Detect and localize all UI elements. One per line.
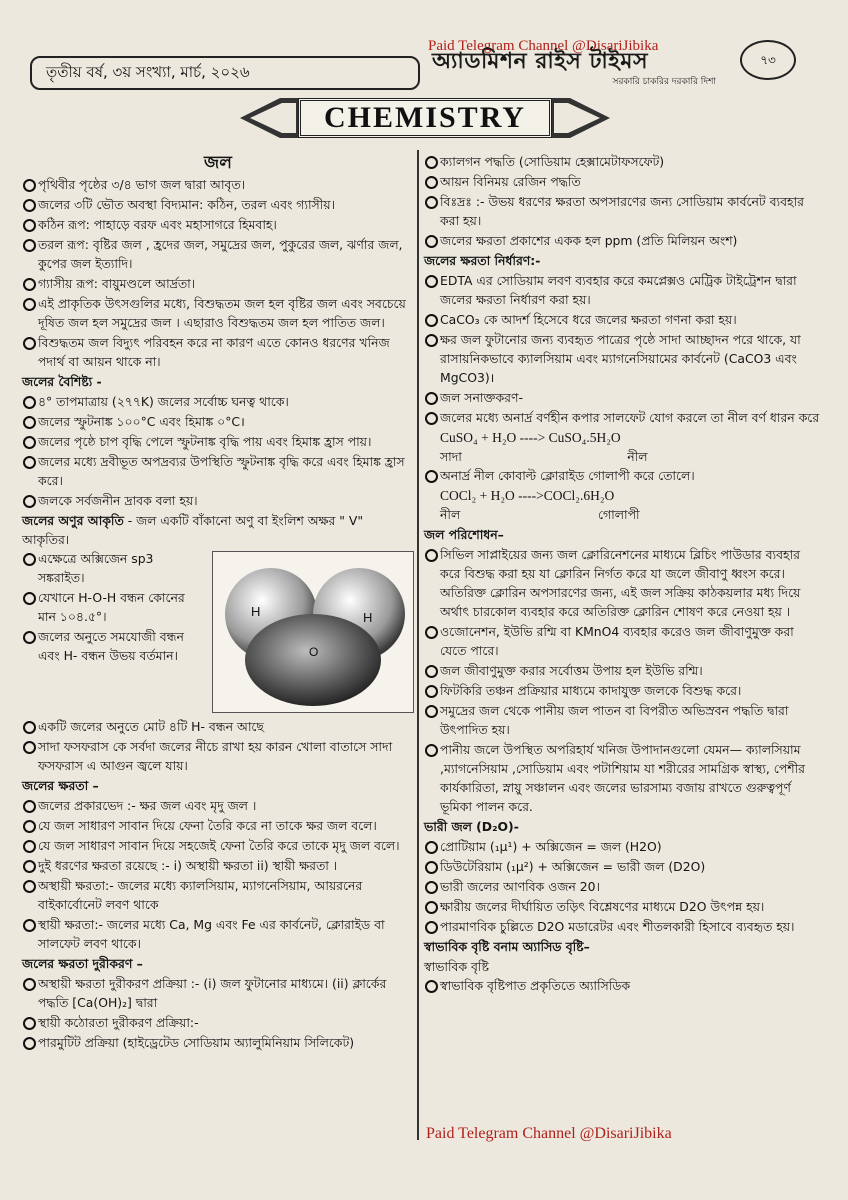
features-heading: জলের বৈশিষ্ট্য - [22,374,102,389]
features-list [22,392,414,510]
purification-heading: জল পরিশোধন– [424,527,504,542]
column-divider [417,150,419,1140]
list-item: জলের পৃষ্ঠে চাপ বৃদ্ধি পেলে স্ফুটনাঙ্ক বৃদ্ধি পায় এবং হিমাঙ্ক হ্রাস পায়। [22,432,414,451]
list-item: এই প্রাকৃতিক উৎসগুলির মধ্যে, বিশুদ্ধতম জল হল বৃষ্টির জল এবং সবচেয়ে দূষিত জল হল সমুদ্রের জল । এছারাও বিশুদ্ধতম জল হল পাতিত জল। [22,294,414,332]
rain-subheading: স্বাভাবিক বৃষ্টি [424,959,489,974]
water-molecule-figure [212,551,414,713]
list-item: যে জল সাধারণ সাবান দিয়ে ফেনা তৈরি করে না তাকে ক্ষর জল বলে। [22,816,414,835]
cobalt-chloride-labels: নীল গোলাপী [440,507,640,522]
watermark-bottom: Paid Telegram Channel @DisariJibika [426,1125,672,1142]
after-molecule-list [22,717,414,775]
list-item: সমুদ্রের জল থেকে পানীয় জল পাতন বা বিপরীত অভিস্রবন পদ্ধতি দ্বারা উৎপাদিত হয়। [424,701,824,739]
removal-list [22,974,414,1052]
list-item: বিশুদ্ধতম জল বিদ্যুৎ পরিবহন করে না কারণ এতে কোনও ধরণের খনিজ পদার্থ বা আয়ন থাকে না। [22,333,414,371]
molecule-list [22,549,202,665]
copper-sulfate-labels: সাদা নীল [440,449,648,464]
list-item: ৪° তাপমাত্রায় (২৭৭K) জলের সর্বোচ্চ ঘনত্ব থাকে। [22,392,414,411]
list-item: জলের ৩টি ভৌত অবস্থা বিদ্যমান: কঠিন, তরল এবং গ্যাসীয়। [22,195,414,214]
section-title: CHEMISTRY [298,98,552,138]
list-item: স্থায়ী ক্ষরতা:- জলের মধ্যে Ca, Mg এবং Fe এর কার্বনেট, ক্লোরাইড বা সালফেট লবণ থাকে। [22,915,414,953]
list-item: ক্ষর জল ফুটানোর জন্য ব্যবহৃত পাত্রের পৃষ্ঠে সাদা আচ্ছাদন পরে থাকে, যা রাসায়নিকভাবে ক্যালসিয়াম এবং ম্যাগনেসিয়ামের কার্বনেট (CaCO3 এবং MgCO3)। [424,330,824,387]
list-item: একটি জলের অনুতে মোট ৪টি H- বন্ধন আছে [22,717,414,736]
intro-list [22,175,414,371]
list-item: পারমুটিট প্রক্রিয়া (হাইড্রেটেড সোডিয়াম অ্যালুমিনিয়াম সিলিকেট) [22,1033,414,1052]
list-item: জলকে সর্বজনীন দ্রাবক বলা হয়। [22,491,414,510]
list-item: সাদা ফসফরাস কে সর্বদা জলের নীচে রাখা হয় কারন খোলা বাতাসে সাদা ফসফরাস এ আগুন জ্বলে যায়। [22,737,414,775]
list-item: গ্যাসীয় রূপ: বায়ুমণ্ডলে আর্দ্রতা। [22,274,414,293]
list-item: কঠিন রূপ: পাহাড়ে বরফ এবং মহাসাগরে হিমবাহ। [22,215,414,234]
list-item: জলের অনুতে সমযোজী বন্ধন এবং H- বন্ধন উভয় বর্তমান। [22,627,202,665]
heavy-water-list [424,837,824,936]
hydrogen-label-1: H [251,604,261,619]
hardness-heading: জলের ক্ষরতা – [22,778,99,793]
list-item: স্থায়ী কঠোরতা দুরীকরণ প্রক্রিয়া:- [22,1013,414,1032]
removal-heading: জলের ক্ষরতা দুরীকরণ – [22,956,143,971]
hydrogen-label-2: H [363,610,373,625]
list-item: ফিটকিরি তঞ্চন প্রক্রিয়ার মাধ্যমে কাদাযুক্ত জলকে বিশুদ্ধ করে। [424,681,824,700]
list-item: জল জীবাণুমুক্ত করার সর্বোত্তম উপায় হল ইউভি রশ্মি। [424,661,824,680]
list-item: আয়ন বিনিময় রেজিন পদ্ধতি [424,172,824,191]
list-item: পারমাণবিক চুল্লিতে D2O মডারেটর এবং শীতলকারী হিসাবে ব্যবহৃত হয়। [424,917,824,936]
list-item: জলের মধ্যে অনার্দ্র বর্ণহীন কপার সালফেট যোগ করলে তা নীল বর্ণ ধারন করে [424,408,824,427]
brand-logo [432,44,762,87]
list-item: পৃথিবীর পৃষ্ঠের ৩/৪ ভাগ জল দ্বারা আবৃত। [22,175,414,194]
issue-info: তৃতীয় বর্ষ, ৩য় সংখ্যা, মার্চ, ২০২৬ [30,56,420,90]
list-item: জলের ক্ষরতা প্রকাশের একক হল ppm (প্রতি মিলিয়ন অংশ) [424,231,824,250]
list-item: তরল রূপ: বৃষ্টির জল , হ্রদের জল, সমুদ্রের জল, পুকুরের জল, ঝর্ণার জল, কুপের জল ইত্যাদি। [22,235,414,273]
list-item: অস্থায়ী ক্ষরতা:- জলের মধ্যে ক্যালসিয়াম, ম্যাগনেসিয়াম, আয়রনের বাইকার্বোনেট লবণ থাকে [22,876,414,914]
article-title: জল [204,153,232,173]
heavy-water-heading: ভারী জল (D₂O)- [424,819,519,834]
list-item: অস্থায়ী ক্ষরতা দুরীকরণ প্রক্রিয়া :- (i) জল ফুটানোর মাধ্যমে। (ii) ক্লার্কের পদ্ধতি [Ca(OH)₂] দ্বারা [22,974,414,1012]
list-item: সিভিল সাপ্লাইয়ের জন্য জল ক্লোরিনেশনের মাধ্যমে ব্লিচিং পাউডার ব্যবহার করে বিশুদ্ধ করা হয় যা ক্লোরিন নির্গত করে যা জলে জীবাণু ধ্বংস করে। অতিরিক্ত ক্লোরিন অপসারণের জন্য, এই জল সক্রিয় কাঠকয়লার মধ্য দিয়ে অর্থাৎ চারকোল ব্যবহার করে অতিরিক্ত ক্লোরিন শোষণ করে নেওয়া হয় । [424,545,824,621]
hardness-list [22,796,414,953]
list-item: ওজোনেশন, ইউভি রশ্মি বা KMnO4 ব্যবহার করেও জল জীবাণুমুক্ত করা যেতে পারে। [424,622,824,660]
list-item: EDTA এর সোডিয়াম লবণ ব্যবহার করে কমপ্লেক্সও মেট্রিক টাইট্রেশন দ্বারা জলের ক্ষরতা নির্ধারণ করা হয়। [424,271,824,309]
rain-heading: স্বাভাবিক বৃষ্টি বনাম অ্যাসিড বৃষ্টি– [424,939,590,954]
left-column [22,152,414,1053]
cobalt-chloride-equation: COCl₂ + H₂O ---->COCl₂.6H₂O [440,488,615,503]
shape-text: - জল একটি বাঁকানো অণু বা ইংলিশ অক্ষর " V" আকৃতির। [22,513,364,547]
watermark-top: Paid Telegram Channel @DisariJibika [428,38,659,54]
title-banner [240,92,610,144]
list-item: CaCO₃ কে আদর্শ হিসেবে ধরে জলের ক্ষরতা গণনা করা হয়। [424,310,824,329]
brand-name: অ্যাডমিশন রাইস টাইমস [432,49,648,74]
molecule-section [22,549,414,717]
list-item: জল সনাক্তকরণ- [424,388,824,407]
list-item: যেখানে H-O-H বন্ধন কোনের মান ১০৪.৫°। [22,588,202,626]
list-item: জলের স্ফুটনাঙ্ক ১০০°C এবং হিমাঙ্ক ০°C। [22,412,414,431]
page-number: ৭৩ [740,40,796,80]
list-item: জলের প্রকারভেদ :- ক্ষর জল এবং মৃদু জল । [22,796,414,815]
shape-heading: জলের অণুর আকৃতি [22,513,124,528]
brand-tagline: সরকারি চাকরির দরকারি দিশা [612,77,716,87]
purification-list [424,545,824,816]
list-item: এক্ষেত্রে অক্সিজেন sp3 সঙ্করাইত। [22,549,202,587]
list-item: বিঃদ্রঃ :- উভয় ধরণের ক্ষরতা অপসারণের জন্য সোডিয়াম কার্বনেট ব্যবহার করা হয়। [424,192,824,230]
top-list [424,152,824,250]
water-molecule-illustration [213,552,413,712]
oxygen-label: O [309,645,319,659]
determination-heading: জলের ক্ষরতা নির্ধারণ:- [424,253,541,268]
right-column [424,152,824,996]
list-item: প্রোটিয়াম (₁µ¹) + অক্সিজেন = জল (H2O) [424,837,824,856]
list-item: পানীয় জলে উপস্থিত অপরিহার্য খনিজ উপাদানগুলো যেমন— ক্যালসিয়াম ,ম্যাগনেসিয়াম ,সোডিয়াম এবং পটাশিয়াম যা শরীরের সামগ্রিক স্বাস্থ্য, পেশীর কার্যকারিতা, স্নায়ু সঞ্চালন এবং জলের ভারসাম্য বজায় রাখতে গুরুত্বপূর্ণ ভূমিকা পালন করে. [424,740,824,816]
shape-paragraph [22,511,414,549]
determination-list [424,271,824,427]
list-item: ভারী জলের আণবিক ওজন 20। [424,877,824,896]
list-item: যে জল সাধারণ সাবান দিয়ে সহজেই ফেনা তৈরি করে তাকে মৃদু জল বলে। [22,836,414,855]
list-item: অনার্দ্র নীল কোবাল্ট ক্লোরাইড গোলাপী করে তোলে। [424,466,824,485]
list-item: জলের মধ্যে দ্রবীভূত অপদ্রব্যর উপস্থিতি স্ফুটনাঙ্ক বৃদ্ধি করে এবং হিমাঙ্ক হ্রাস করে। [22,452,414,490]
list-item: ক্যালগন পদ্ধতি (সোডিয়াম হেক্সামেটাফসফেট) [424,152,824,171]
copper-sulfate-equation: CuSO₄ + H₂O ----> CuSO₄.5H₂O [440,430,621,445]
list-item: ডিউটেরিয়াম (₁µ²) + অক্সিজেন = ভারী জল (D2O) [424,857,824,876]
list-item: স্বাভাবিক বৃষ্টিপাত প্রকৃতিতে অ্যাসিডিক [424,976,824,995]
list-item: দুই ধরণের ক্ষরতা রয়েছে :- i) অস্থায়ী ক্ষরতা ii) স্থায়ী ক্ষরতা । [22,856,414,875]
list-item: ক্ষারীয় জলের দীর্ঘায়িত তড়িৎ বিশ্লেষণের মাধ্যমে D2O উৎপন্ন হয়। [424,897,824,916]
